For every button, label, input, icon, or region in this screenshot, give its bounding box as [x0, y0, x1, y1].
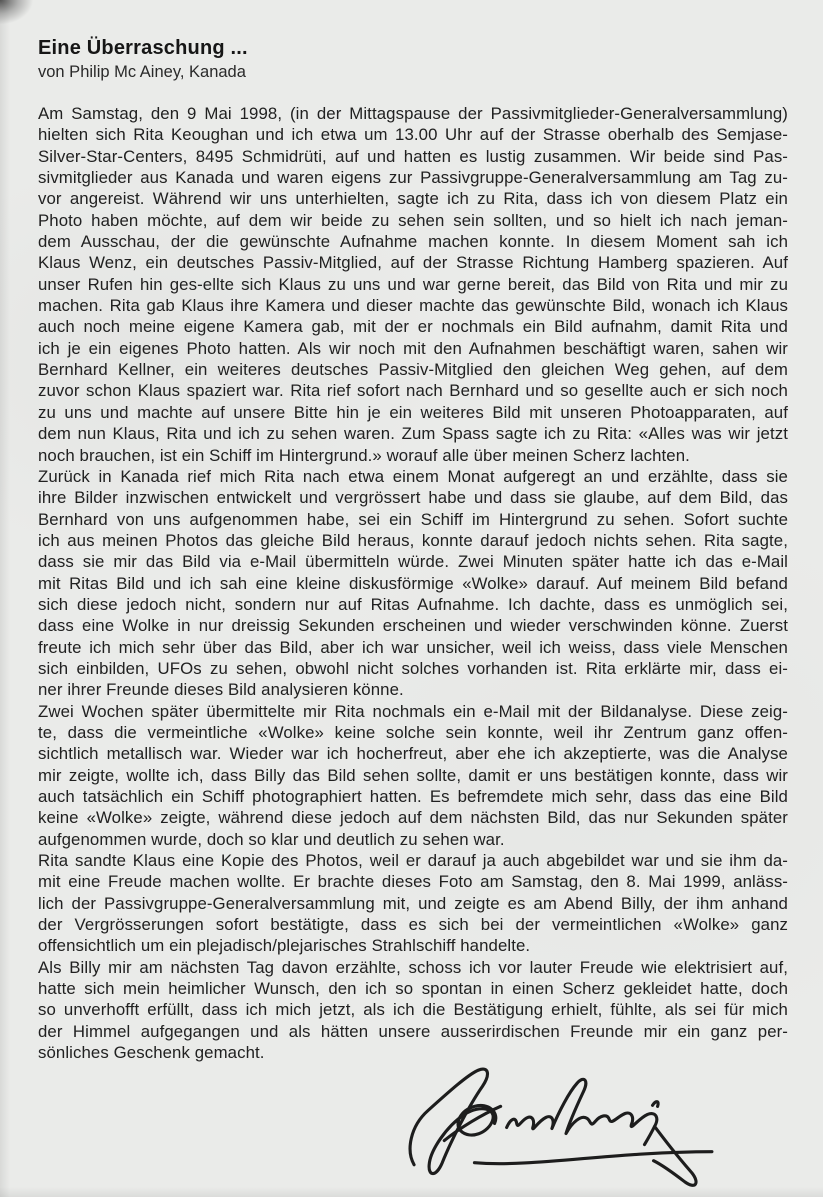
text-line: ich aus meinen Photos das gleiche Bild heraus, konnte darauf jedoch nichts sehen. Rita sagte,: [38, 530, 788, 550]
signature-stroke: [653, 1102, 659, 1107]
text-line: Klaus Wenz, ein deutsches Passiv-Mitglied, auf der Strasse Richtung Hamberg spazieren. Auf: [38, 253, 788, 273]
text-line: noch brauchen, ist ein Schiff im Hintergrund.» worauf alle über meinen Scherz lachten.: [38, 445, 690, 465]
text-line: auch tatsächlich ein Schiff photographiert hatten. Es befremdete mich sehr, dass das eine Bild: [38, 787, 788, 806]
text-line: Am Samstag, den 9 Mai 1998, (in der Mittagspause der Passivmitglieder-Generalversammlung): [38, 104, 788, 123]
text-line: Bernhard von uns aufgenommen habe, sei ein Schiff im Hintergrund zu sehen. Sofort suchte: [38, 509, 788, 529]
text-line: hielten sich Rita Keoughan und ich etwa um 13.00 Uhr auf der Strasse oberhalb des Semjase-: [38, 125, 788, 145]
text-line: zuvor schon Klaus spaziert war. Rita rief sofort nach Bernhard und so gesellte auch er sich noch: [38, 381, 788, 401]
text-line: ner ihrer Freunde dieses Bild analysieren könne.: [38, 680, 404, 700]
text-line: sivmitglieder aus Kanada und waren eigens zur Passivgruppe-Generalversammlung am Tag zu-: [38, 168, 788, 188]
text-line: Silver-Star-Centers, 8495 Schmidrüti, auf und hatten es lustig zusammen. Wir beide sind Pas-: [38, 146, 788, 166]
text-line: Photo haben möchte, auf dem wir beide zu sehen sein sollten, und so hielt ich nach jeman-: [38, 210, 788, 230]
text-line: sichtlich metallisch war. Wieder war ich hocherfreut, aber ehe ich akzeptierte, was die Analyse: [38, 744, 788, 764]
text-line: hatte sich mein heimlicher Wunsch, den ich so spontan in einen Scherz gekleidet hatte, doch: [38, 979, 788, 999]
signature-stroke: [654, 1126, 696, 1185]
article-title: Eine Überraschung ...: [38, 37, 248, 59]
text-line: mit Ritas Bild und ich sah eine kleine diskusförmige «Wolke» darauf. Auf meinem Bild befand: [38, 573, 788, 593]
text-line: te, dass die vermeintliche «Wolke» keine solche sein konnte, weil ihr Zentrum ganz offen-: [38, 722, 788, 742]
text-line: zu uns und machte auf unsere Bitte hin je ein weiteres Bild mit unseren Photoapparaten, auf: [38, 402, 788, 422]
text-line: Zurück in Kanada rief mich Rita nach etwa einem Monat aufgeregt an und erzählte, dass sie: [38, 466, 788, 486]
article-body: [38, 103, 788, 1063]
text-line: sich diese jedoch nicht, sondern nur auf Ritas Aufnahme. Ich dachte, dass es unmöglich sei,: [38, 594, 788, 614]
text-line: mit eine Freude machen wollte. Er brachte dieses Foto am Samstag, den 8. Mai 1999, anläss-: [38, 872, 788, 892]
article-byline: von Philip Mc Ainey, Kanada: [38, 63, 246, 81]
text-line: keine «Wolke» zeigte, während diese jedoch auf dem nächsten Bild, das nur Sekunden später: [38, 808, 788, 828]
text-line: mir zeigte, wollte ich, dass Billy das Bild sehen sollte, damit er uns bestätigen konnte, dass wir: [38, 765, 788, 785]
text-line: Rita sandte Klaus eine Kopie des Photos, weil er darauf ja auch abgebildet war und sie ihm da-: [38, 851, 788, 871]
text-line: freute ich mich sehr über das Bild, aber ich war unsicher, weil ich weiss, dass viele Menschen: [38, 637, 788, 657]
text-line: unser Rufen hin ges-ellte sich Klaus zu uns und war gerne bereit, das Bild von Rita und mir zu: [38, 274, 788, 294]
text-line: so unverhofft erfüllt, dass ich mich jetzt, als ich die Bestätigung erhielt, fühlte, als sei für mich: [38, 1000, 788, 1020]
text-line: machen. Rita gab Klaus ihre Kamera und dieser machte das gewünschte Bild, wonach ich Klaus: [38, 296, 788, 316]
text-line: der Himmel aufgegangen und als hätten unsere ausserirdischen Freunde mir ein ganz per-: [38, 1021, 788, 1041]
text-line: dem nun Klaus, Rita und ich zu sehen waren. Zum Spass sagte ich zu Rita: «Alles was wir jetzt: [38, 424, 788, 444]
text-line: der Vergrösserungen sofort bestätigte, dass es sich bei der vermeintlichen «Wolke» ganz: [38, 915, 788, 935]
signature-stroke: [507, 1079, 657, 1144]
text-line: dass sie mir das Bild via e-Mail übermitteln würde. Zwei Minuten später hatte ich das e-Mail: [38, 552, 788, 572]
text-line: sich einbilden, UFOs zu sehen, obwohl nicht solches vorhanden ist. Rita erklärte mir, dass ei-: [38, 658, 788, 678]
text-line: ich je ein eigenes Photo hatten. Als wir noch mit den Aufnahmen beschäftigt waren, sahen wir: [38, 338, 788, 358]
text-line: aufgenommen wurde, doch so klar und deutlich zu sehen war.: [38, 829, 505, 849]
text-line: Bernhard Kellner, ein weiteres deutsches Passiv-Mitglied den gleichen Weg gehen, auf dem: [38, 360, 788, 380]
text-line: ihre Bilder inzwischen entwickelt und vergrössert habe und dass sie glaube, auf dem Bild, das: [38, 488, 788, 508]
text-line: lich der Passivgruppe-Generalversammlung mit, und zeigte es am Abend Billy, der ihm anhand: [38, 893, 788, 913]
text-line: vor angereist. Während wir uns unterhielten, sagte ich zu Rita, dass ich von diesem Platz ein: [38, 189, 788, 209]
signature-icon: [402, 1066, 724, 1194]
text-line: Zwei Wochen später übermittelte mir Rita nochmals ein e-Mail mit der Bildanalyse. Diese zeig-: [38, 701, 788, 721]
signature-stroke: [410, 1069, 496, 1173]
text-line: offensichtlich um ein plejadisch/plejarisches Strahlschiff handelte.: [38, 936, 531, 956]
text-line: dem Ausschau, der die gewünschte Aufnahme machen konnte. In diesem Moment sah ich: [38, 232, 788, 252]
text-line: auch noch meine eigene Kamera gab, mit der er nochmals ein Bild aufnahm, damit Rita und: [38, 317, 788, 337]
text-line: Als Billy mir am nächsten Tag davon erzählte, schoss ich vor lauter Freude wie elektrisiert auf,: [38, 957, 788, 977]
signature-stroke: [474, 1152, 711, 1164]
text-line: dass eine Wolke in nur dreissig Sekunden erscheinen und wieder verschwinden könne. Zuerst: [38, 616, 788, 636]
text-line: sönliches Geschenk gemacht.: [38, 1043, 265, 1063]
